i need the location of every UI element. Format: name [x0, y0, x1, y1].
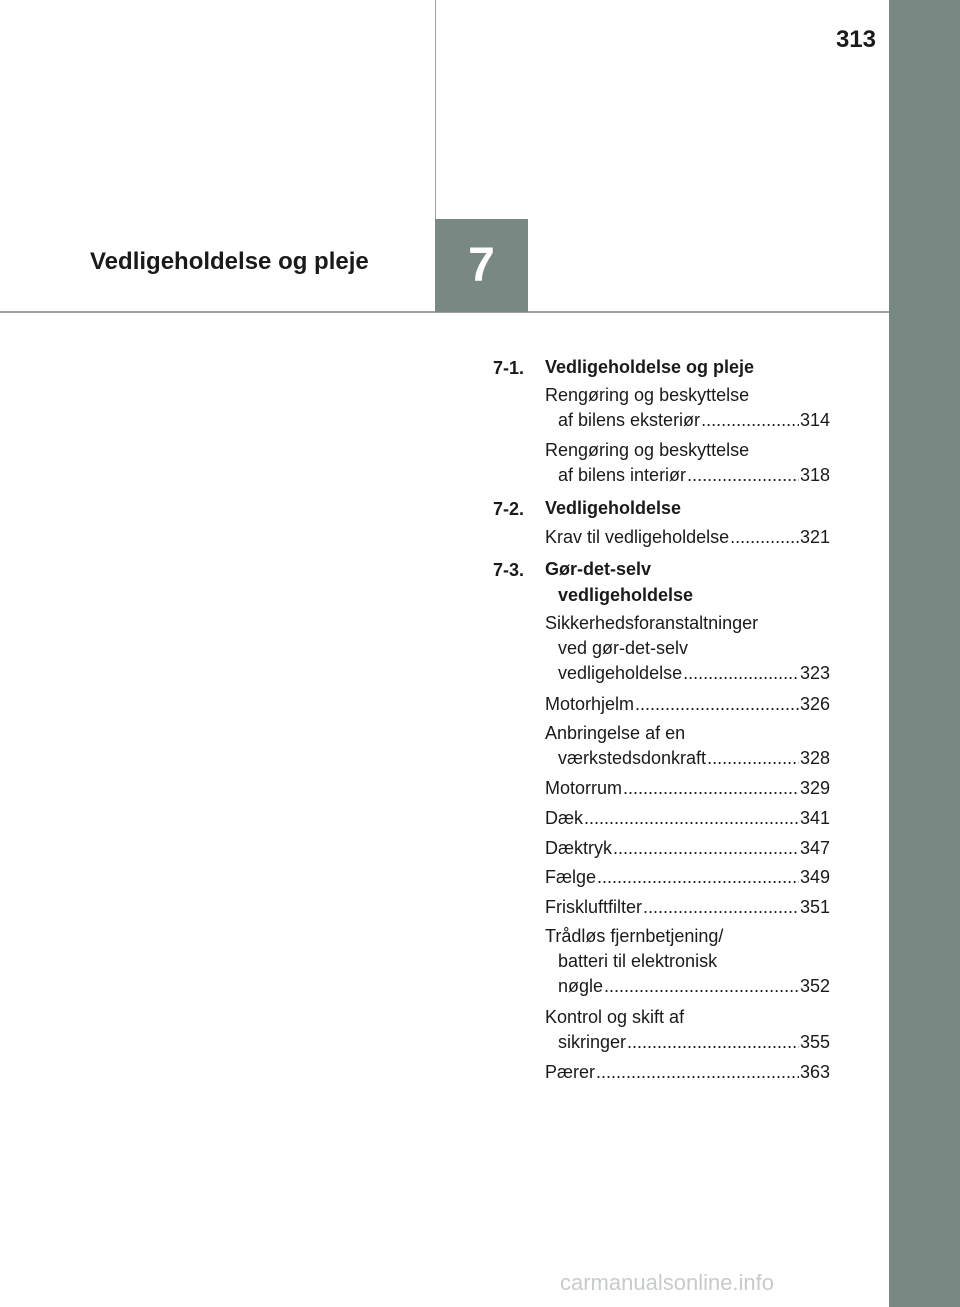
- dot-leader: [604, 974, 799, 999]
- toc-entry[interactable]: [545, 1005, 830, 1055]
- dot-leader: [597, 865, 799, 890]
- dot-leader: [584, 806, 799, 831]
- toc-entry-text: Fælge: [545, 867, 597, 887]
- toc-entry-text: Motorhjelm: [545, 694, 635, 714]
- toc-entry-text: Krav til vedligeholdelse: [545, 527, 730, 547]
- dot-leader: [687, 463, 799, 488]
- toc-entry-page: 328: [799, 748, 830, 768]
- toc-entry-text: af bilens interiør: [558, 465, 687, 485]
- toc-entry-page: 347: [799, 838, 830, 858]
- section-title-line: Gør-det-selv: [545, 559, 652, 579]
- section-title[interactable]: [545, 556, 835, 608]
- toc-entry[interactable]: [545, 525, 830, 550]
- toc-entry[interactable]: [545, 806, 830, 831]
- toc-entry-text: Rengøring og beskyttelse: [545, 440, 750, 460]
- watermark: carmanualsonline.info: [560, 1270, 775, 1295]
- toc-entry-page: 321: [799, 527, 830, 547]
- toc-entry-text: Kontrol og skift af: [545, 1007, 685, 1027]
- toc-entry[interactable]: [545, 438, 830, 488]
- toc-entry-text: Anbringelse af en: [545, 723, 686, 743]
- toc-entry[interactable]: [545, 924, 830, 999]
- toc-entry-text: batteri til elektronisk: [558, 951, 718, 971]
- toc-entry-text: Motorrum: [545, 778, 623, 798]
- toc-entry-text: ved gør-det-selv: [558, 638, 689, 658]
- toc-entry[interactable]: [545, 611, 830, 686]
- section-title[interactable]: [545, 354, 835, 380]
- toc-entry-text: Pærer: [545, 1062, 596, 1082]
- section-number: 7-3.: [493, 560, 525, 580]
- section-number: 7-2.: [493, 499, 525, 519]
- toc-entry[interactable]: [545, 721, 830, 771]
- dot-leader: [635, 692, 799, 717]
- toc-entry-page: 351: [799, 897, 830, 917]
- toc-entry-page: 326: [799, 694, 830, 714]
- section-title-line: Vedligeholdelse og pleje: [545, 357, 755, 377]
- toc-entry[interactable]: [545, 836, 830, 861]
- toc-entry-text: Dæktryk: [545, 838, 612, 858]
- chapter-title: Vedligeholdelse og pleje: [90, 248, 369, 275]
- toc-entry-text: Sikkerhedsforanstaltninger: [545, 613, 759, 633]
- toc-entry-page: 341: [799, 808, 830, 828]
- toc-entry-page: 355: [799, 1032, 830, 1052]
- dot-leader: [613, 836, 799, 861]
- toc-entry-text: Trådløs fjernbetjening/: [545, 926, 724, 946]
- dot-leader: [683, 661, 799, 686]
- toc-entry-text: Rengøring og beskyttelse: [545, 385, 750, 405]
- toc-entry-page: 323: [799, 663, 830, 683]
- page-number: 313: [835, 26, 876, 53]
- toc-entry-text: vedligeholdelse: [558, 663, 683, 683]
- toc-entry[interactable]: [545, 865, 830, 890]
- toc-entry[interactable]: [545, 692, 830, 717]
- section-title-line: vedligeholdelse: [558, 585, 694, 605]
- chapter-side-tab: [889, 0, 960, 1307]
- dot-leader: [623, 776, 799, 801]
- toc-entry[interactable]: [545, 1060, 830, 1085]
- section-title[interactable]: [545, 495, 835, 521]
- toc-entry-page: 318: [799, 465, 830, 485]
- toc-entry-page: 329: [799, 778, 830, 798]
- toc-entry-page: 314: [799, 410, 830, 430]
- toc-entry-text: Dæk: [545, 808, 584, 828]
- toc-entry-text: sikringer: [558, 1032, 627, 1052]
- toc-entry[interactable]: [545, 895, 830, 920]
- toc-entry-text: Friskluftfilter: [545, 897, 643, 917]
- dot-leader: [730, 525, 799, 550]
- toc-entry-text: af bilens eksteriør: [558, 410, 701, 430]
- dot-leader: [596, 1060, 799, 1085]
- toc-entry-page: 352: [799, 976, 830, 996]
- section-number: 7-1.: [493, 358, 525, 378]
- section-title-line: Vedligeholdelse: [545, 498, 682, 518]
- dot-leader: [627, 1030, 799, 1055]
- dot-leader: [701, 408, 799, 433]
- toc-entry[interactable]: [545, 776, 830, 801]
- toc-entry-text: nøgle: [558, 976, 604, 996]
- dot-leader: [707, 746, 799, 771]
- toc-entry-text: værkstedsdonkraft: [558, 748, 707, 768]
- toc-entry-page: 349: [799, 867, 830, 887]
- toc-entry[interactable]: [545, 383, 830, 433]
- toc-entry-page: 363: [799, 1062, 830, 1082]
- chapter-number-box: 7: [435, 219, 528, 312]
- dot-leader: [643, 895, 799, 920]
